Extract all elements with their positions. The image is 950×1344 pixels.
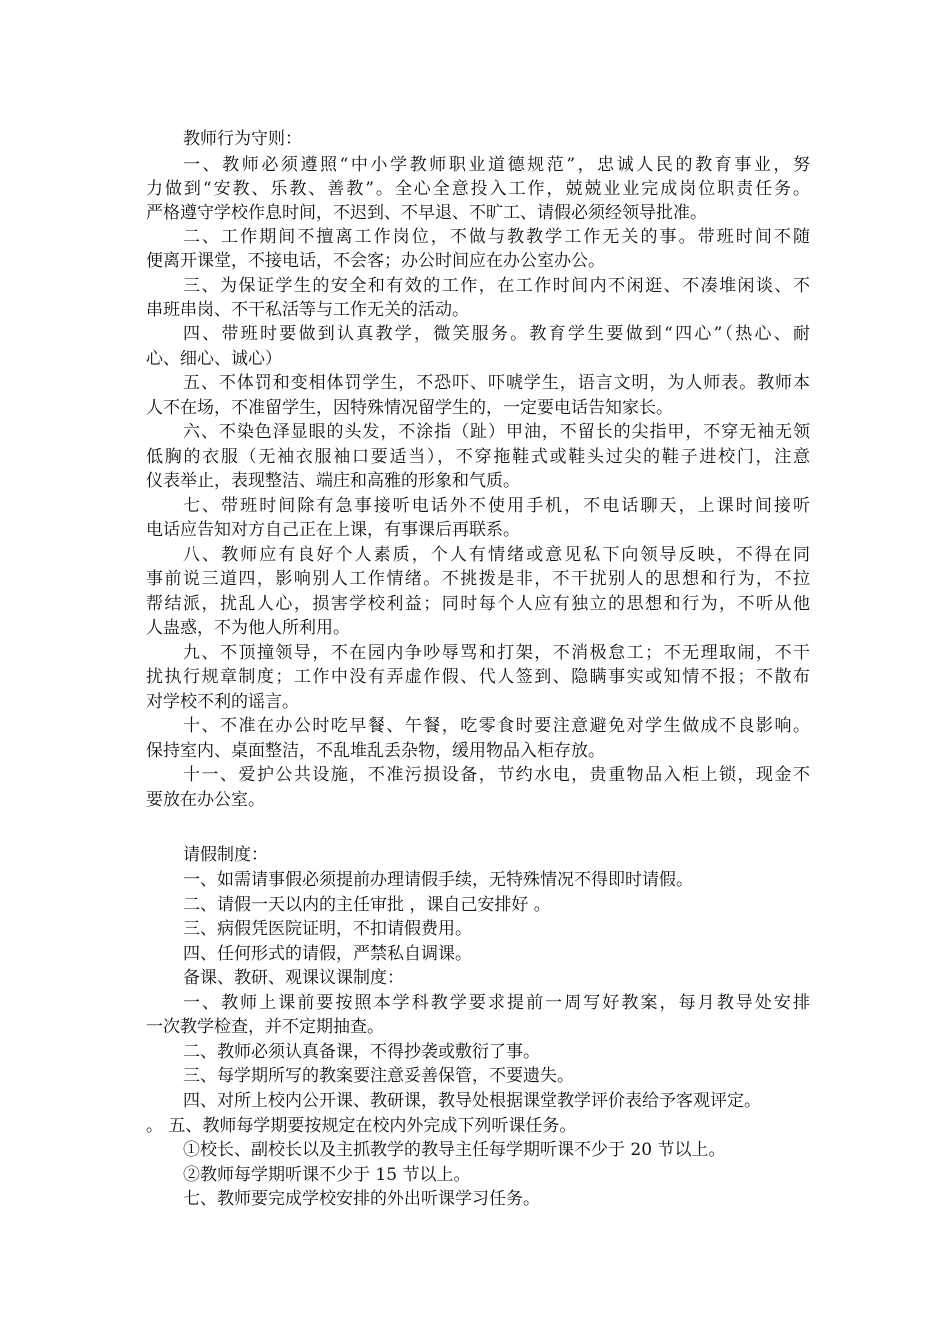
leave-item-3: 三、病假凭医院证明，不扣请假费用。 (183, 919, 472, 939)
conduct-p4-line2: 心、细心、诚心） (146, 349, 282, 369)
conduct-p8-line1: 八、教师应有良好个人素质，个人有情绪或意见私下向领导反映，不得在同 (183, 545, 810, 565)
conduct-p3-line2: 串班串岗、不干私活等与工作无关的活动。 (146, 300, 469, 320)
lesson-p5: 。 五、教师每学期要按规定在校内外完成下列听课任务。 (146, 1116, 577, 1136)
conduct-p8-line2: 事前说三道四，影响别人工作情绪。不挑拨是非，不干扰别人的思想和行为，不拉 (146, 569, 810, 589)
conduct-p10-line2: 保持室内、桌面整洁，不乱堆乱丢杂物，缓用物品入柜存放。 (146, 741, 605, 761)
lesson-sub-2: ②教师每学期听课不少于 15 节以上。 (183, 1165, 471, 1185)
conduct-p5-line2: 人不在场，不准留学生，因特殊情况留学生的，一定要电话告知家长。 (146, 398, 673, 418)
conduct-p8-line3: 帮结派，扰乱人心，损害学校利益；同时每个人应有独立的思想和行为，不听从他 (146, 594, 810, 614)
lesson-sub-1: ①校长、副校长以及主抓教学的教导主任每学期听课不少于 20 节以上。 (183, 1140, 726, 1160)
conduct-p6-line3: 仪表举止，表现整洁、端庄和高雅的形象和气质。 (146, 471, 520, 491)
lesson-p1-line2: 一次教学检查，并不定期抽查。 (146, 1017, 384, 1037)
conduct-p2-line2: 便离开课堂，不接电话，不会客；办公时间应在办公室办公。 (146, 251, 605, 271)
conduct-p4-line1: 四、带班时要做到认真教学，微笑服务。教育学生要做到“四心”（热心、耐 (183, 324, 810, 344)
conduct-p9-line2: 扰执行规章制度；工作中没有弄虚作假、代人签到、隐瞒事实或知情不报；不散布 (146, 667, 810, 687)
leave-item-4: 四、任何形式的请假，严禁私自调课。 (183, 944, 472, 964)
lesson-p2: 二、教师必须认真备课，不得抄袭或敷衍了事。 (183, 1042, 540, 1062)
conduct-p7-line2: 电话应告知对方自己正在上课，有事课后再联系。 (146, 520, 520, 540)
conduct-p1-line1: 一、教师必须遵照“中小学教师职业道德规范”，忠诚人民的教育事业，努 (183, 155, 810, 175)
conduct-p11-line1: 十一、爱护公共设施，不准污损设备，节约水电，贵重物品入柜上锁，现金不 (183, 765, 810, 785)
conduct-p1-line2: 力做到“安教、乐教、善教”。全心全意投入工作，兢兢业业完成岗位职责任务。 (146, 179, 810, 199)
lesson-p3: 三、每学期所写的教案要注意妥善保管，不要遗失。 (183, 1066, 574, 1086)
conduct-p1-line3: 严格遵守学校作息时间，不迟到、不早退、不旷工、请假必须经领导批准。 (146, 203, 707, 223)
conduct-p5-line1: 五、不体罚和变相体罚学生，不恐吓、吓唬学生，语言文明，为人师表。教师本 (183, 373, 810, 393)
conduct-p6-line2: 低胸的衣服（无袖衣服袖口要适当），不穿拖鞋式或鞋头过尖的鞋子进校门，注意 (146, 447, 810, 467)
conduct-p6-line1: 六、不染色泽显眼的头发，不涂指（趾）甲油，不留长的尖指甲，不穿无袖无领 (183, 422, 810, 442)
lesson-title: 备课、教研、观课议课制度： (183, 968, 404, 988)
leave-item-1: 一、如需请事假必须提前办理请假手续，无特殊情况不得即时请假。 (183, 870, 693, 890)
conduct-p7-line1: 七、带班时间除有急事接听电话外不使用手机，不电话聊天，上课时间接听 (183, 496, 810, 516)
conduct-p2-line1: 二、工作期间不擅离工作岗位，不做与教教学工作无关的事。带班时间不随 (183, 227, 810, 247)
conduct-title: 教师行为守则： (183, 129, 302, 149)
leave-title: 请假制度： (183, 845, 268, 865)
conduct-p9-line3: 对学校不利的谣言。 (146, 692, 299, 712)
leave-item-2: 二、请假一天以内的主任审批 ，课自己安排好 。 (183, 895, 551, 915)
conduct-p10-line1: 十、不准在办公时吃早餐、午餐，吃零食时要注意避免对学生做成不良影响。 (183, 716, 810, 736)
lesson-p1-line1: 一、教师上课前要按照本学科教学要求提前一周写好教案，每月教导处安排 (183, 993, 810, 1013)
conduct-p8-line4: 人蛊惑，不为他人所利用。 (146, 618, 350, 638)
conduct-p9-line1: 九、不顶撞领导，不在园内争吵辱骂和打架，不消极怠工；不无理取闹，不干 (183, 643, 810, 663)
conduct-p3-line1: 三、为保证学生的安全和有效的工作，在工作时间内不闲逛、不凑堆闲谈、不 (183, 276, 810, 296)
conduct-p11-line2: 要放在办公室。 (146, 790, 265, 810)
lesson-p4: 四、对所上校内公开课、教研课，教导处根据课堂教学评价表给予客观评定。 (183, 1091, 761, 1111)
lesson-p7: 七、教师要完成学校安排的外出听课学习任务。 (183, 1189, 540, 1209)
